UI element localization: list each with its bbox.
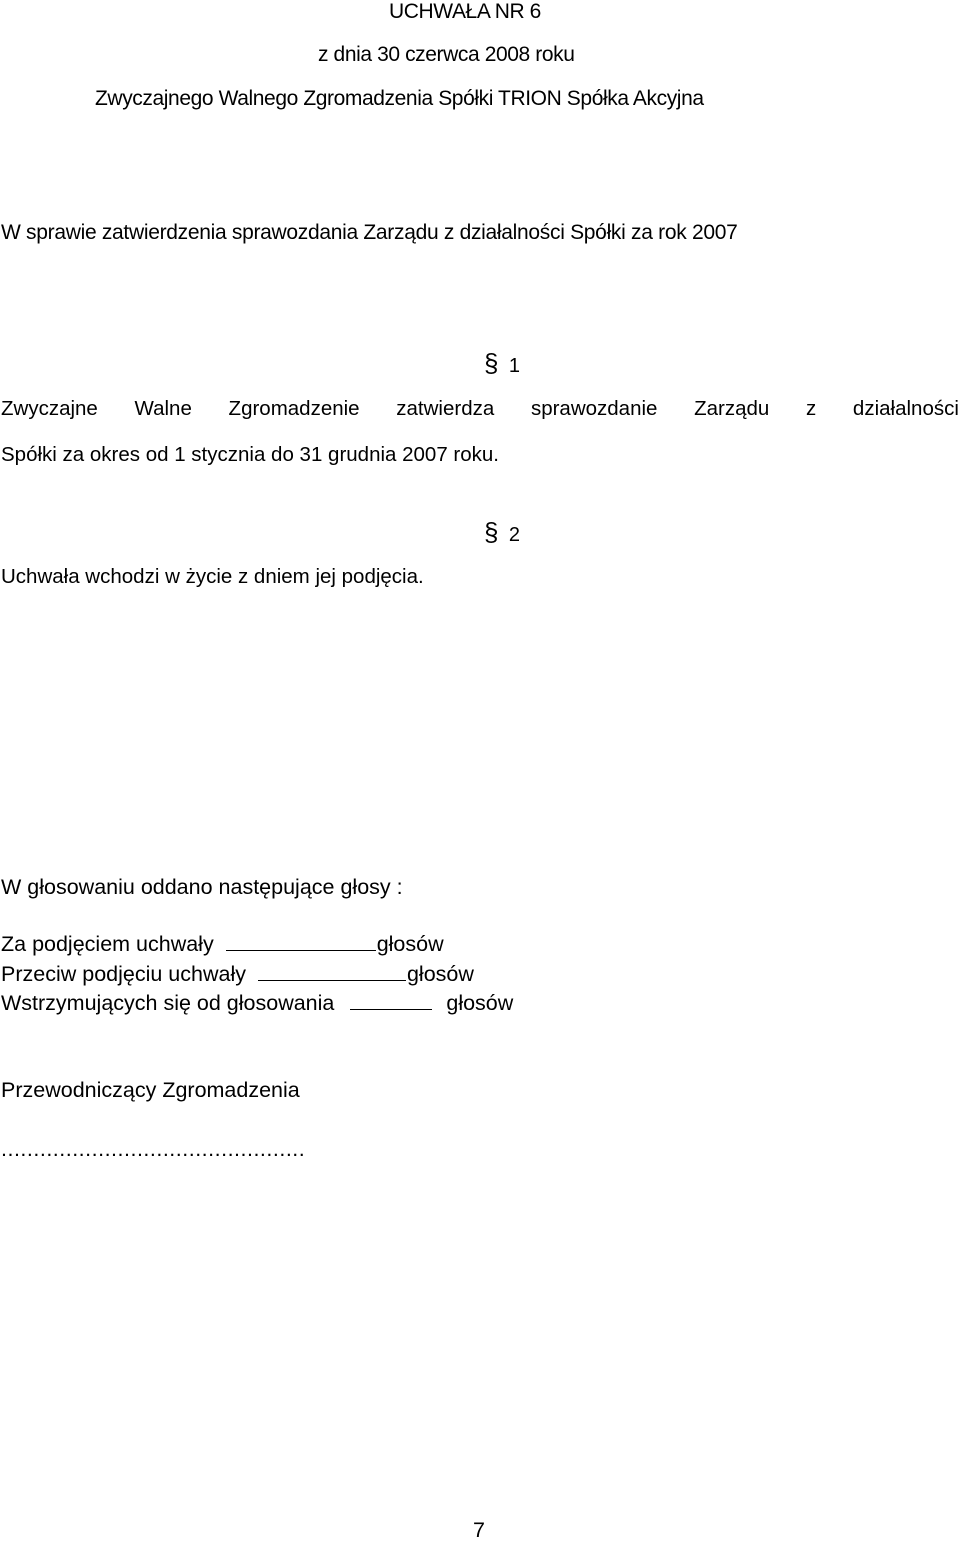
- word: Zwyczajne: [1, 397, 98, 420]
- resolution-subject: W sprawie zatwierdzenia sprawozdania Zarządu z działalności Spółki za rok 2007: [1, 221, 738, 244]
- word: Zarządu: [694, 397, 770, 420]
- resolution-body: Zwyczajnego Walnego Zgromadzenia Spółki TRION Spółka Akcyjna: [95, 87, 704, 110]
- word: Walne: [134, 397, 192, 420]
- section-1-line-2: Spółki za okres od 1 stycznia do 31 grudnia 2007 roku.: [1, 443, 499, 466]
- section-1-number: 1: [508, 355, 521, 377]
- vote-abstain-blank: [350, 1009, 432, 1010]
- section-2-number: 2: [508, 524, 521, 546]
- word: Zgromadzenie: [228, 397, 360, 420]
- vote-against-blank: [258, 980, 406, 981]
- vote-for-blank: [226, 950, 376, 951]
- vote-abstain-line: [1, 991, 513, 1016]
- resolution-title: UCHWAŁA NR 6: [389, 0, 541, 23]
- votes-word: głosów: [406, 962, 474, 986]
- paragraph-symbol: §: [484, 348, 499, 378]
- section-2-text: Uchwała wchodzi w życie z dniem jej podjęcia.: [1, 565, 424, 588]
- paragraph-symbol: §: [484, 517, 499, 547]
- vote-against-line: [1, 962, 474, 987]
- word: zatwierdza: [396, 397, 495, 420]
- section-2-heading: [484, 519, 520, 547]
- votes-word: głosów: [376, 932, 444, 956]
- word: sprawozdanie: [530, 397, 658, 420]
- voting-intro: W głosowaniu oddano następujące głosy :: [1, 875, 403, 899]
- page-number: 7: [473, 1518, 485, 1542]
- vote-for-label: Za podjęciem uchwały: [1, 932, 214, 956]
- section-1-line-1: [1, 397, 959, 421]
- votes-word: głosów: [446, 991, 514, 1015]
- chair-label: Przewodniczący Zgromadzenia: [1, 1078, 300, 1102]
- resolution-date: z dnia 30 czerwca 2008 roku: [318, 43, 575, 66]
- word: działalności: [852, 397, 959, 420]
- word: z: [806, 397, 817, 420]
- vote-for-line: [1, 932, 444, 957]
- vote-against-label: Przeciw podjęciu uchwały: [1, 962, 246, 986]
- vote-abstain-label: Wstrzymujących się od głosowania: [1, 991, 335, 1015]
- section-1-heading: [484, 350, 520, 378]
- signature-line: ...............................................: [1, 1137, 306, 1161]
